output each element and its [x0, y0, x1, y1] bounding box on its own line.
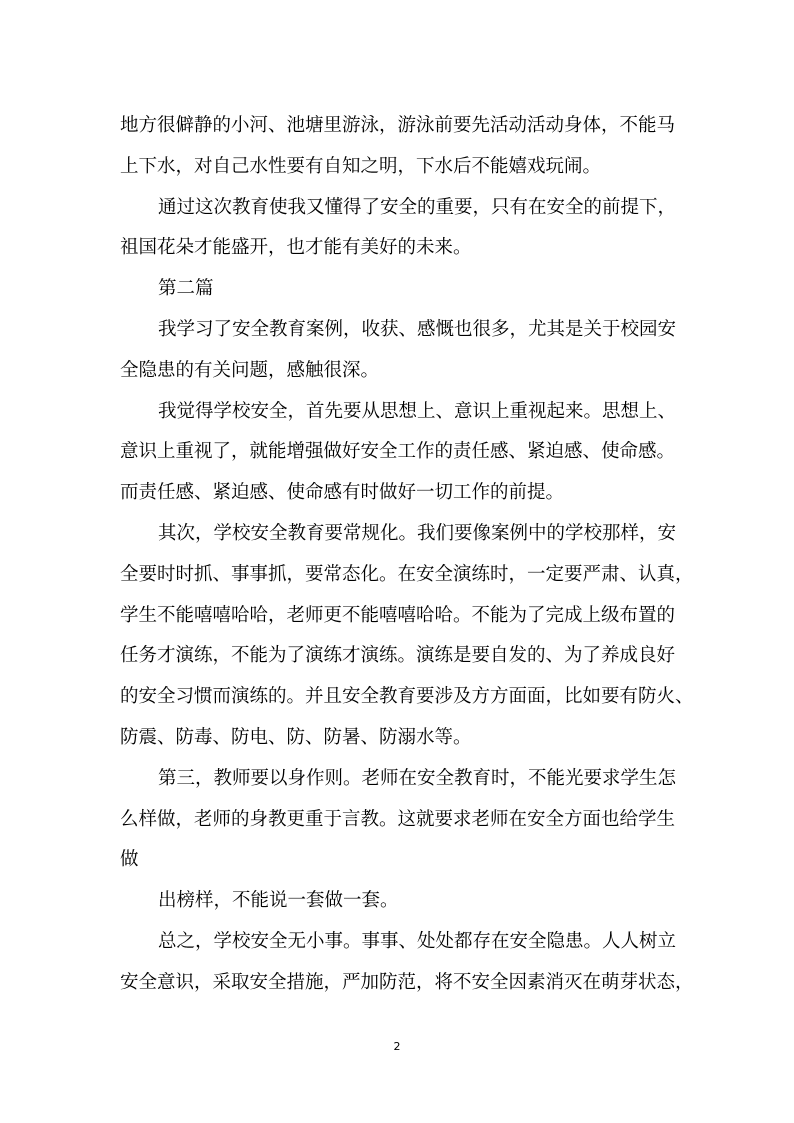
text-line: 防震、防毒、防电、防、防暑、防溺水等。	[120, 726, 472, 748]
text-line: 我觉得学校安全，首先要从思想上、意识上重视起来。思想上、	[158, 400, 677, 422]
text-line: 做	[120, 849, 139, 871]
text-line: 地方很僻静的小河、池塘里游泳，游泳前要先活动活动身体，不能马	[120, 115, 676, 136]
text-line: 祖国花朵才能盛开，也才能有美好的未来。	[120, 237, 472, 259]
text-line: 么样做，老师的身教更重于言教。这就要求老师在安全方面也给学生	[120, 808, 676, 830]
text-line: 任务才演练，不能为了演练才演练。演练是要自发的、为了养成良好	[120, 645, 676, 667]
text-line: 第三，教师要以身作则。老师在安全教育时，不能光要求学生怎	[158, 767, 677, 789]
text-line: 而责任感、紧迫感、使命感有时做好一切工作的前提。	[120, 482, 565, 504]
page-number: 2	[393, 1040, 401, 1053]
text-line: 总之，学校安全无小事。事事、处处都存在安全隐患。人人树立	[158, 930, 677, 952]
text-line: 全隐患的有关问题，感触很深。	[120, 359, 380, 381]
text-line: 学生不能嘻嘻哈哈，老师更不能嘻嘻哈哈。不能为了完成上级布置的	[120, 604, 676, 626]
text-line: 全要时时抓、事事抓，要常态化。在安全演练时，一定要严肃、认真，	[120, 563, 694, 585]
text-line: 上下水，对自己水性要有自知之明，下水后不能嬉戏玩闹。	[120, 155, 602, 177]
text-line: 的安全习惯而演练的。并且安全教育要涉及方方面面，比如要有防火、	[120, 686, 694, 708]
text-line: 出榜样，不能说一套做一套。	[158, 890, 399, 912]
document-body	[120, 106, 694, 1004]
text-line: 通过这次教育使我又懂得了安全的重要，只有在安全的前提下，	[158, 196, 677, 218]
text-line: 其次，学校安全教育要常规化。我们要像案例中的学校那样，安	[158, 522, 677, 544]
section-heading: 第二篇	[158, 278, 214, 300]
text-line: 意识上重视了，就能增强做好安全工作的责任感、紧迫感、使命感。	[120, 441, 676, 463]
text-line: 我学习了安全教育案例，收获、感慨也很多，尤其是关于校园安	[158, 318, 677, 340]
text-line: 安全意识，采取安全措施，严加防范，将不安全因素消灭在萌芽状态，	[120, 971, 694, 993]
